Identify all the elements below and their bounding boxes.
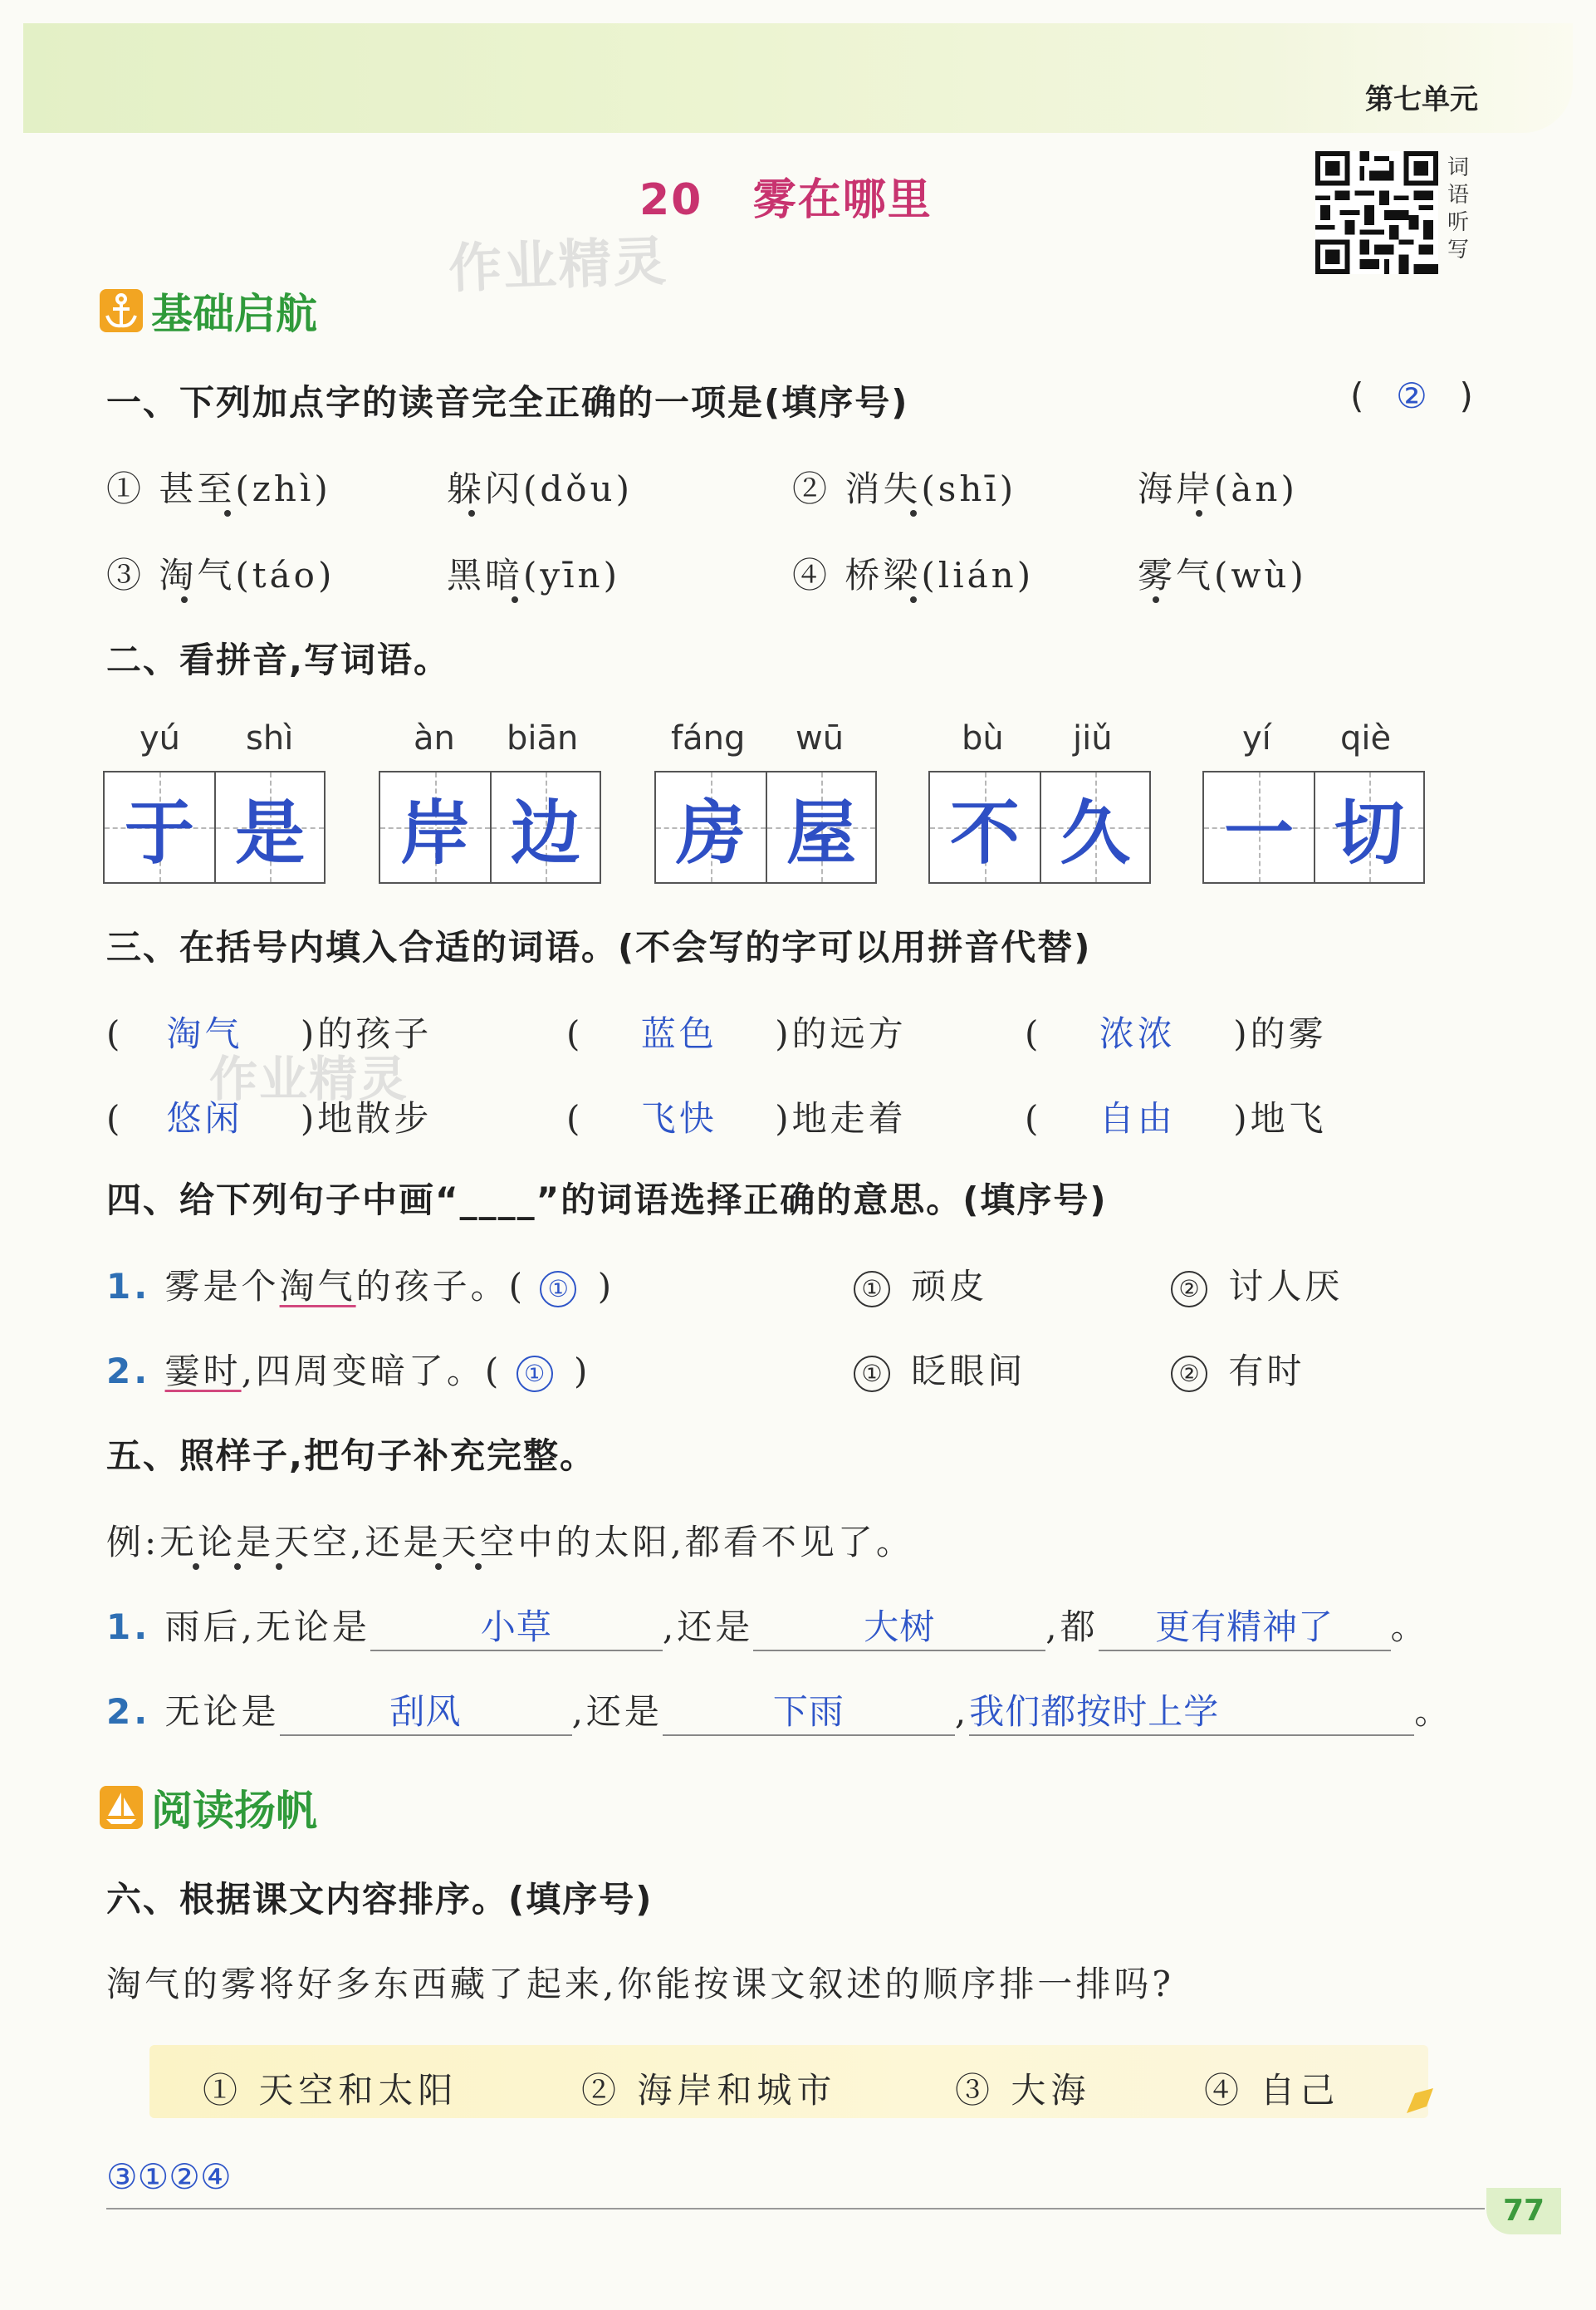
page-number: 77 [1486,2188,1561,2234]
q1-option-2: ② 消失(shī) [792,468,1017,509]
footer-rule [106,2208,1485,2209]
pinyin: yú [140,719,181,758]
q4-option: ① 顽皮 [854,1259,987,1309]
qr-caption: 词语听写 [1447,155,1469,262]
q3-item: ( 自由 )地飞 [1025,1098,1327,1139]
fill-blank: 我们都按时上学 [969,1685,1414,1736]
watermark: 作业精灵 [447,231,669,301]
q1-answer-slot: ( ② ) [1350,375,1476,416]
tianzige-cell: 不 [930,772,1040,882]
section-heading-basic [100,281,317,341]
q3-answer: 浓浓 [1099,1013,1176,1054]
tianzige-cell: 房 [656,772,766,882]
emphasis-dot [193,1563,199,1570]
emphasis-dot [181,596,188,603]
q5-sentence-1: 1. 雨后,无论是 小草 ,还是 大树 ,都 更有精神了 。 [106,1600,1429,1651]
q2-title: 二、看拼音,写词语。 [106,640,450,680]
tianzige-cell: 切 [1314,772,1423,882]
q3-item: ( 飞快 )地走着 [566,1098,907,1139]
emphasis-dot [1196,510,1202,517]
q3-answer: 悠闲 [166,1098,243,1139]
q4-option: ② 有时 [1171,1344,1305,1394]
pinyin: yí [1242,719,1271,758]
underlined-word: 霎时 [164,1351,242,1391]
pinyin: bù [962,719,1004,758]
q1-answer: ② [1396,375,1431,416]
section-heading-reading [100,1778,317,1837]
q1-option-1b: 躲闪(dǒu) [447,468,633,509]
tianzige-cell: 屋 [766,772,875,882]
pinyin: biān [507,719,579,758]
emphasis-dot [234,1563,241,1570]
q6-title: 六、根据课文内容排序。(填序号) [106,1879,654,1920]
q1-option-3b: 黑暗(yīn) [447,555,620,596]
order-option: ① 天空和太阳 [203,2070,458,2111]
lesson-title [639,164,933,227]
tianzige-cell: 岸 [380,772,490,882]
q5-title: 五、照样子,把句子补充完整。 [106,1435,596,1476]
unit-label: 第七单元 [1365,83,1478,116]
q3-item: ( 淘气 )的孩子 [106,1013,433,1054]
q3-answer: 淘气 [166,1013,243,1054]
header-band [23,23,1573,133]
tianzige-pair [379,771,601,884]
tianzige-pair [1202,771,1425,884]
q1-title: 一、下列加点字的读音完全正确的一项是(填序号) [106,382,909,423]
q3-answer: 蓝色 [640,1013,717,1054]
pinyin: wū [796,719,845,758]
pinyin: àn [414,719,455,758]
pinyin: shì [246,719,294,758]
tianzige-cell: 久 [1040,772,1149,882]
q3-answer: 自由 [1099,1098,1176,1139]
q4-option: ② 讨人厌 [1171,1259,1343,1309]
watermark: 作业精灵 [209,1051,409,1107]
fill-blank: 下雨 [663,1685,955,1736]
tianzige-pair [654,771,877,884]
q4-item-2: 2. 霎时,四周变暗了。( ① ) [106,1351,591,1391]
fill-blank: 刮风 [280,1685,572,1736]
section-title-basic: 基础启航 [151,290,317,338]
emphasis-dot [512,596,518,603]
emphasis-dot [224,510,231,517]
q1-option-2b: 海岸(àn) [1138,468,1298,509]
q3-answer: 飞快 [640,1098,717,1139]
q1-option-4: ④ 桥梁(lián) [792,555,1035,596]
tianzige-cell: 边 [490,772,600,882]
order-option: ④ 自己 [1204,2070,1340,2111]
tianzige-cell: 于 [105,772,214,882]
emphasis-dot [276,1563,282,1570]
pinyin: jiǔ [1073,719,1113,758]
q4-title: 四、给下列句子中画“____”的词语选择正确的意思。(填序号) [106,1180,1108,1220]
tianzige-cell: 是 [214,772,324,882]
q3-title: 三、在括号内填入合适的词语。(不会写的字可以用拼音代替) [106,927,1092,968]
underlined-word: 淘气 [279,1266,356,1307]
qr-code-icon[interactable] [1315,151,1438,274]
emphasis-dot [910,596,917,603]
q1-option-1: ① 甚至(zhì) [106,468,331,509]
q5-example: 例:无论是天空,还是天空中的太阳,都看不见了。 [106,1522,914,1562]
section-title-reading: 阅读扬帆 [151,1787,317,1835]
q6-answer: ③①②④ [106,2156,232,2197]
anchor-icon [100,289,143,332]
q6-prompt: 淘气的雾将好多东西藏了起来,你能按课文叙述的顺序排一排吗? [106,1964,1174,2004]
q1-option-4b: 雾气(wù) [1138,555,1307,596]
emphasis-dot [910,510,917,517]
tianzige-pair [928,771,1151,884]
order-option: ③ 大海 [955,2070,1091,2111]
tianzige-cell: 一 [1204,772,1314,882]
fill-blank: 更有精神了 [1099,1600,1391,1651]
emphasis-dot [475,1563,482,1570]
q4-item-1: 1. 雾是个淘气的孩子。( ① ) [106,1266,615,1307]
emphasis-dot [468,510,475,517]
fill-blank: 小草 [370,1600,663,1651]
tianzige-pair [103,771,326,884]
lesson-number: 20 [639,175,703,225]
q5-sentence-2: 2. 无论是 刮风 ,还是 下雨 ,我们都按时上学 。 [106,1685,1452,1736]
q1-option-3: ③ 淘气(táo) [106,555,335,596]
q3-item: ( 悠闲 )地散步 [106,1098,433,1139]
lesson-name: 雾在哪里 [752,175,933,225]
fill-blank: 大树 [753,1600,1045,1651]
pinyin: fáng [671,719,746,758]
q4-answer: ① [540,1271,576,1307]
sailboat-icon [100,1786,143,1829]
emphasis-dot [1153,596,1159,603]
q4-option: ① 眨眼间 [854,1344,1026,1394]
q3-item: ( 浓浓 )的雾 [1025,1013,1327,1054]
pinyin: qiè [1340,719,1392,758]
pencil-tip-icon [1403,2083,1437,2116]
emphasis-dot [435,1563,442,1570]
q3-item: ( 蓝色 )的远方 [566,1013,907,1054]
order-option: ② 海岸和城市 [581,2070,837,2111]
q4-answer: ① [516,1356,553,1392]
